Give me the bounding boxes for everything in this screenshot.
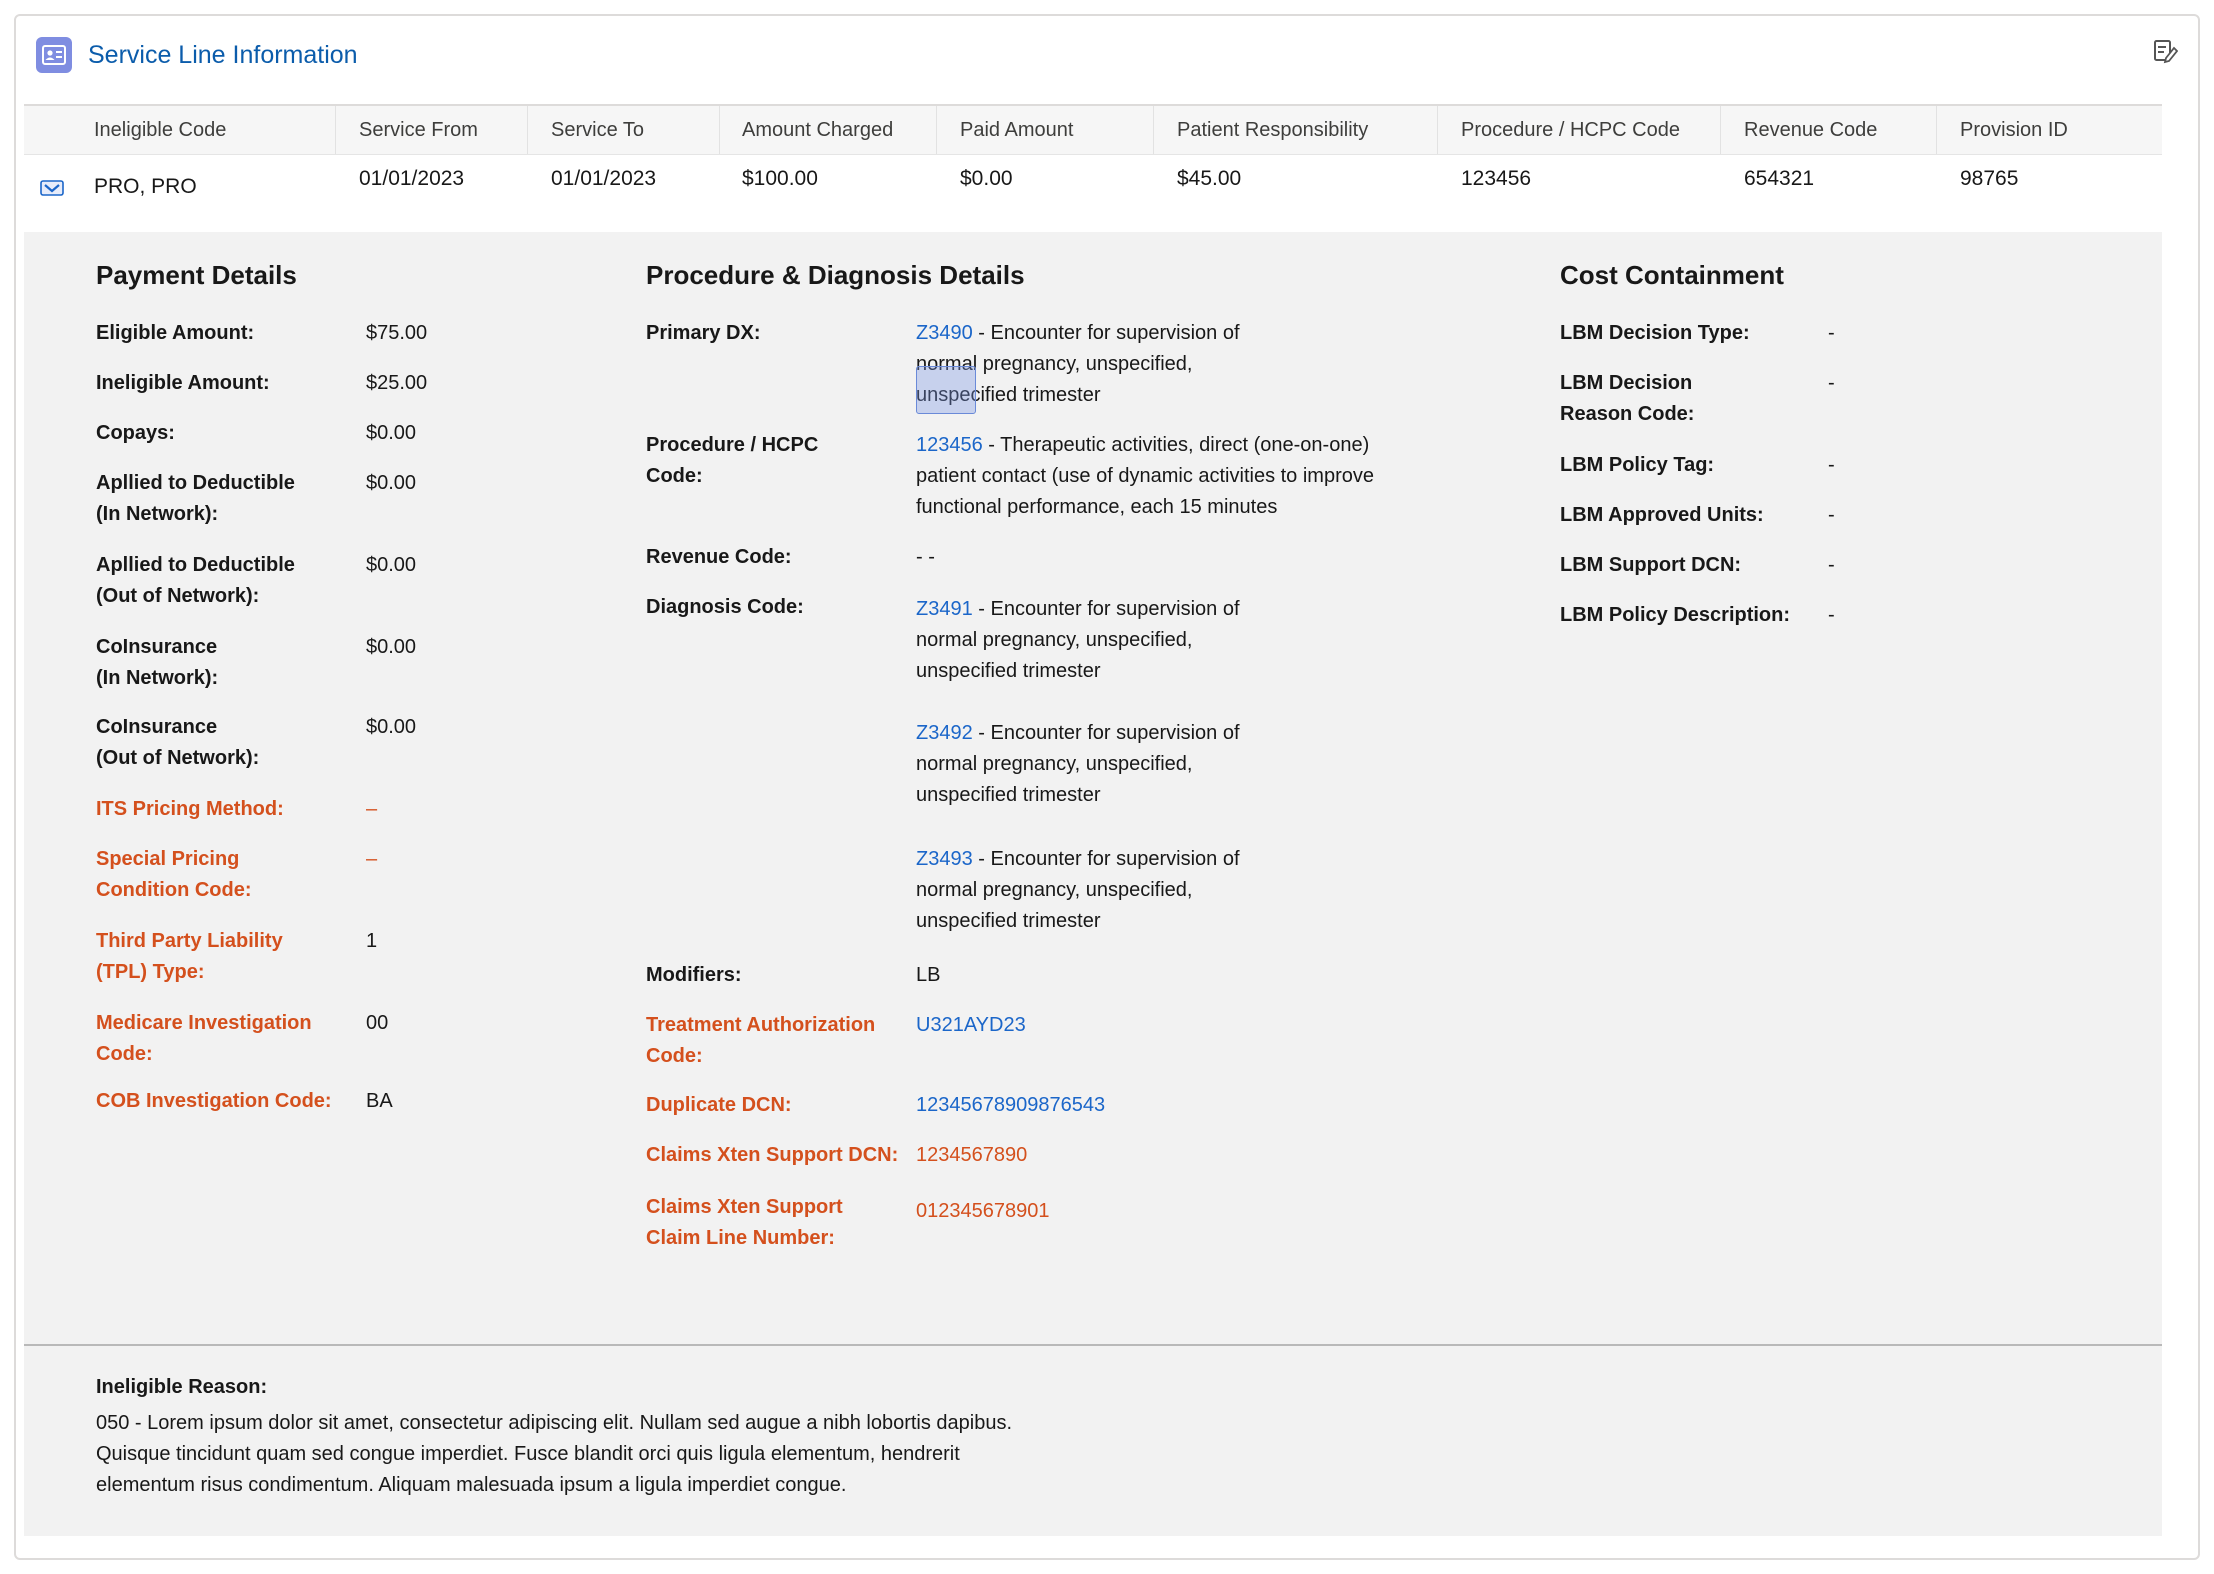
column-separator [1153,106,1154,154]
cost-containment-title: Cost Containment [1560,260,1784,290]
column-header[interactable]: Procedure / HCPC Code [1461,119,1680,141]
contact-card-icon [36,37,72,73]
column-separator [1720,106,1721,154]
claims-xten-line-value: 012345678901 [916,1200,1050,1222]
cost-value: - [1828,504,1835,526]
cost-label: LBM Decision Reason Code: [1560,372,1695,425]
payment-value: $75.00 [366,322,428,344]
hcpc-value: 123456 - Therapeutic activities, direct (one-on-one) patient contact (use of dynamic activities to improve functional performance, each 15 minutes [916,434,1374,518]
table-cell: 01/01/2023 [551,167,657,190]
table-cell: $45.00 [1177,167,1242,190]
payment-value: $0.00 [366,422,417,444]
treatment-authorization-link[interactable]: U321AYD23 [916,1014,1026,1036]
cost-value: - [1828,554,1835,576]
payment-value: 1 [366,930,378,952]
cost-value: - [1828,454,1835,476]
payment-value: $0.00 [366,716,417,738]
table-cell: $0.00 [960,167,1013,190]
payment-label: CoInsurance (Out of Network): [96,716,260,769]
card-header [36,36,358,74]
diagnosis-code-link[interactable]: Z3491 [916,598,973,620]
column-header[interactable]: Provision ID [1960,119,2068,141]
column-separator [527,106,528,154]
hcpc-label: Procedure / HCPC Code: [646,434,819,487]
expanded-details-panel [24,232,2162,1536]
column-separator [1936,106,1937,154]
cost-value: - [1828,604,1835,626]
hcpc-code-link[interactable]: 123456 [916,434,983,456]
primary-dx-label: Primary DX: [646,322,761,344]
payment-label: CoInsurance (In Network): [96,636,219,689]
cost-label: LBM Approved Units: [1560,504,1764,526]
table-cell: $100.00 [742,167,818,190]
ineligible-reason-text: 050 - Lorem ipsum dolor sit amet, consectetur adipiscing elit. Nullam sed augue a nibh lobortis dapibus. Quisque tincidunt quam sed congue imperdiet. Fusce blandit orci quis ligula elementum, hendrerit elementum risus condimentum. Aliquam malesuada ipsum a ligula imperdiet congue. [96,1412,1013,1496]
payment-value: BA [366,1090,393,1112]
revenue-code-value: - - [916,546,935,568]
diagnosis-code-link[interactable]: Z3493 [916,848,973,870]
diagnosis-item: Z3493 - Encounter for supervision of normal pregnancy, unspecified, unspecified trimester [916,848,1240,932]
cost-label: LBM Support DCN: [1560,554,1742,576]
payment-label: Medicare Investigation Code: [96,1012,312,1065]
diagnosis-item: Z3491 - Encounter for supervision of normal pregnancy, unspecified, unspecified trimester [916,598,1240,682]
diagnosis-item: Z3492 - Encounter for supervision of normal pregnancy, unspecified, unspecified trimester [916,722,1240,806]
payment-label: Eligible Amount: [96,322,255,344]
column-separator [1437,106,1438,154]
payment-value: 00 [366,1012,389,1034]
revenue-code-label: Revenue Code: [646,546,792,568]
table-cell: PRO, PRO [94,175,197,198]
diagnosis-code-label: Diagnosis Code: [646,596,804,618]
column-header[interactable]: Ineligible Code [94,119,227,141]
payment-value: $25.00 [366,372,428,394]
payment-label: Apllied to Deductible (Out of Network): [96,554,295,607]
claims-xten-dcn-label: Claims Xten Support DCN: [646,1144,899,1166]
payment-value: $0.00 [366,636,417,658]
treatment-authorization-label: Treatment Authorization Code: [646,1014,876,1067]
column-separator [335,106,336,154]
text-selection-highlight [916,366,976,414]
payment-label: Special Pricing Condition Code: [96,848,252,901]
table-cell: 01/01/2023 [359,167,465,190]
column-separator [936,106,937,154]
cost-value: - [1828,372,1835,394]
payment-label: Third Party Liability (TPL) Type: [96,930,283,983]
table-header [24,104,2162,155]
column-header[interactable]: Service To [551,119,645,141]
cost-value: - [1828,322,1835,344]
payment-label: Copays: [96,422,175,444]
modifiers-value: LB [916,964,941,986]
table-cell: 654321 [1744,167,1815,190]
table-cell: 98765 [1960,167,2019,190]
cost-label: LBM Decision Type: [1560,322,1750,344]
table-cell: 123456 [1461,167,1532,190]
payment-value: – [366,798,378,820]
card-title: Service Line Information [88,40,358,69]
duplicate-dcn-label: Duplicate DCN: [646,1094,792,1116]
column-separator [719,106,720,154]
payment-label: Ineligible Amount: [96,372,270,394]
edit-icon[interactable] [2152,38,2178,64]
column-header[interactable]: Amount Charged [742,119,894,141]
cost-label: LBM Policy Tag: [1560,454,1715,476]
modifiers-label: Modifiers: [646,964,742,986]
service-line-table [24,104,2162,217]
column-header[interactable]: Patient Responsibility [1177,119,1369,141]
duplicate-dcn-link[interactable]: 12345678909876543 [916,1094,1106,1116]
primary-dx-desc-line: unspecified trimester [916,384,1101,406]
primary-dx-code-link[interactable]: Z3490 [916,322,973,344]
column-header[interactable]: Service From [359,119,478,141]
payment-value: $0.00 [366,472,417,494]
column-header[interactable]: Revenue Code [1744,119,1878,141]
primary-dx-desc-line: - Encounter for supervision of [972,322,1240,344]
primary-dx-desc-line: normal pregnancy, unspecified, [916,353,1193,375]
section-divider [24,1344,2162,1346]
payment-value: – [366,848,378,870]
payment-label: Apllied to Deductible (In Network): [96,472,295,525]
payment-label: ITS Pricing Method: [96,798,284,820]
procedure-details-title: Procedure & Diagnosis Details [646,260,1025,290]
ineligible-reason-label: Ineligible Reason: [96,1376,268,1398]
chevron-down-icon[interactable] [40,179,64,197]
cost-label: LBM Policy Description: [1560,604,1791,626]
payment-details-title: Payment Details [96,260,297,290]
payment-label: COB Investigation Code: [96,1090,332,1112]
claims-xten-dcn-value: 1234567890 [916,1144,1028,1166]
table-row[interactable] [24,155,2162,217]
payment-value: $0.00 [366,554,417,576]
column-header[interactable]: Paid Amount [960,119,1074,141]
diagnosis-code-link[interactable]: Z3492 [916,722,973,744]
claims-xten-line-label: Claims Xten Support Claim Line Number: [646,1196,843,1249]
